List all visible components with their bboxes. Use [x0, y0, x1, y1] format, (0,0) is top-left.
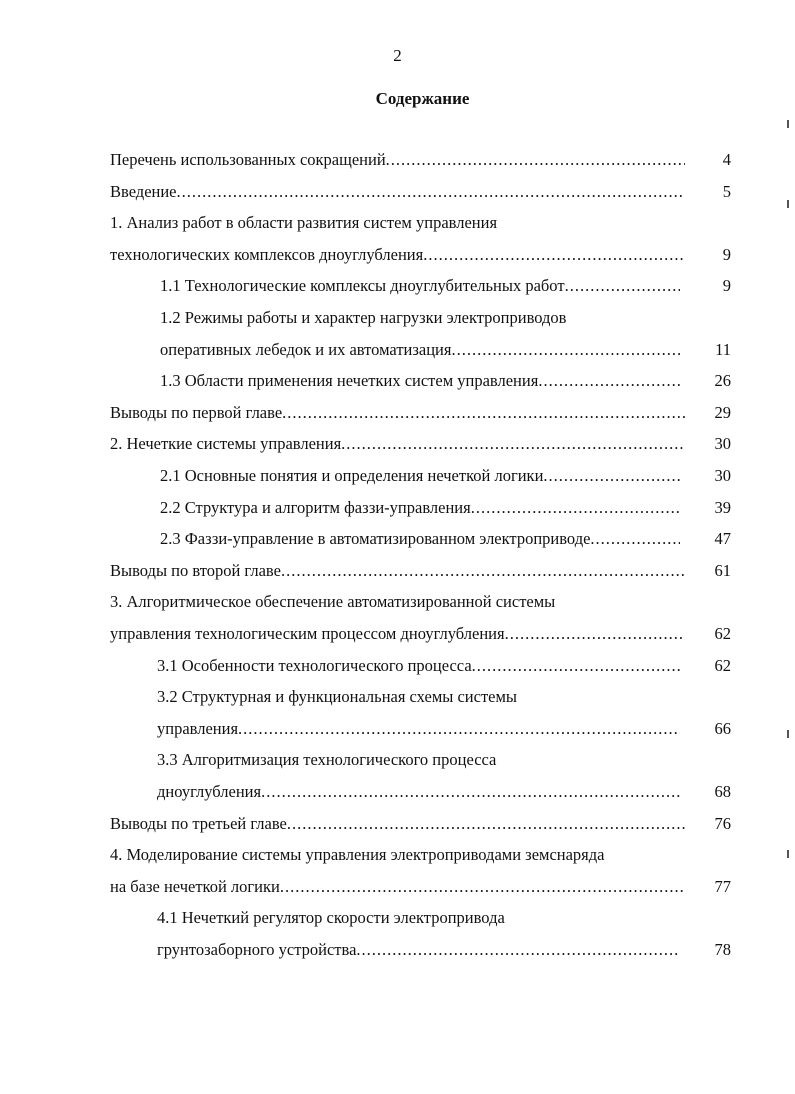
toc-entry — [0, 839, 795, 871]
toc-entry-page: 9 — [722, 244, 731, 264]
toc-entry — [0, 334, 795, 366]
scan-artifact — [787, 200, 789, 208]
toc-entry — [0, 397, 795, 429]
scan-artifact — [787, 850, 789, 858]
toc-entry-page: 26 — [714, 371, 731, 391]
toc-entry-title: 3. Алгоритмическое обеспечение автоматизированной системы — [110, 592, 556, 612]
toc-entry — [0, 176, 795, 208]
toc-entry — [0, 713, 795, 745]
toc-entry — [0, 492, 795, 524]
toc-entry-title: Перечень использованных сокращений ..... — [110, 144, 685, 176]
toc-entry-title: 3.1 Особенности технологического процесса ..... — [157, 650, 680, 682]
toc-entry-title: 3.2 Структурная и функциональная схемы системы — [157, 687, 518, 707]
toc-entry-title: 1. Анализ работ в области развития систем управления — [110, 213, 498, 233]
toc-entry-page: 39 — [714, 497, 731, 517]
toc-entry-title: 1.3 Области применения нечетких систем управления ..... — [160, 365, 680, 397]
toc-entry-title: оперативных лебедок и их автоматизация ..... — [160, 334, 680, 366]
toc-entry-title: Введение ..... — [110, 176, 685, 208]
page-number: 2 — [393, 46, 402, 65]
toc-entry-title: управления технологическим процессом дноуглубления ..... — [110, 618, 685, 650]
toc-entry-page: 76 — [714, 813, 731, 833]
toc-entry-page: 47 — [714, 529, 731, 549]
toc-entry-page: 4 — [722, 150, 731, 169]
toc-entry-title: технологических комплексов дноуглубления ..... — [110, 239, 685, 271]
toc-entry — [0, 934, 795, 966]
toc-entry-title: 3.3 Алгоритмизация технологического процесса — [157, 750, 497, 770]
toc-entry — [0, 618, 795, 650]
toc-entry-title: 1.1 Технологические комплексы дноуглубительных работ ..... — [160, 270, 680, 302]
toc-entry — [0, 744, 795, 776]
toc-entry — [0, 586, 795, 618]
toc-entry-page: 62 — [714, 624, 731, 643]
scan-artifact — [787, 730, 789, 738]
toc-entry — [0, 270, 795, 302]
toc-entry-title: грунтозаборного устройства ..... — [157, 934, 680, 966]
toc-entry-title: 2.3 Фаззи-управление в автоматизированном электроприводе ..... — [160, 523, 680, 555]
toc-entry-title: управления ..... — [157, 713, 680, 745]
toc-entry — [0, 523, 795, 555]
toc-entry — [0, 428, 795, 460]
toc-entry-title: дноуглубления ..... — [157, 776, 680, 808]
toc-entry-page: 62 — [714, 655, 731, 675]
toc-entry — [0, 302, 795, 334]
toc-entry-page: 61 — [714, 560, 731, 580]
toc-entry-page: 78 — [714, 940, 731, 959]
toc-entry-page: 30 — [714, 466, 731, 485]
scan-artifact — [787, 120, 789, 128]
toc-entry-page: 29 — [714, 402, 731, 422]
toc-entry — [0, 681, 795, 713]
toc-entry-title: Выводы по третьей главе ..... — [110, 808, 685, 840]
toc-entry-title: на базе нечеткой логики ..... — [110, 871, 685, 903]
toc-entry-title: 2. Нечеткие системы управления ..... — [110, 428, 685, 460]
toc-entry — [0, 650, 795, 682]
toc-entry-title: 2.1 Основные понятия и определения нечеткой логики ..... — [160, 460, 680, 492]
toc-entry — [0, 365, 795, 397]
toc-entry-page: 30 — [714, 434, 731, 454]
toc-entry-title: 4.1 Нечеткий регулятор скорости электропривода — [157, 908, 505, 928]
toc-entry — [0, 902, 795, 934]
toc-entry-title: 1.2 Режимы работы и характер нагрузки электроприводов — [160, 308, 567, 327]
toc-entry — [0, 871, 795, 903]
toc-entry — [0, 460, 795, 492]
toc-entry-title: Выводы по второй главе ..... — [110, 555, 685, 587]
toc-entry — [0, 555, 795, 587]
toc-entry-title: Выводы по первой главе ..... — [110, 397, 685, 429]
toc-entry-page: 68 — [714, 782, 731, 801]
toc-entry-title: 2.2 Структура и алгоритм фаззи-управления ..... — [160, 492, 680, 524]
toc-entry-page: 66 — [714, 718, 731, 738]
toc-entry — [0, 776, 795, 808]
toc-entry — [0, 808, 795, 840]
toc-entry-page: 11 — [715, 339, 731, 359]
toc-entry — [0, 239, 795, 271]
page-title: Содержание — [375, 89, 470, 108]
toc-entry-title: 4. Моделирование системы управления электроприводами земснаряда — [110, 845, 605, 865]
toc-entry-page: 9 — [722, 276, 731, 296]
toc-entry — [0, 207, 795, 239]
toc-entry-page: 5 — [722, 181, 731, 201]
toc-entry — [0, 144, 795, 176]
toc-entry-page: 77 — [714, 876, 731, 896]
